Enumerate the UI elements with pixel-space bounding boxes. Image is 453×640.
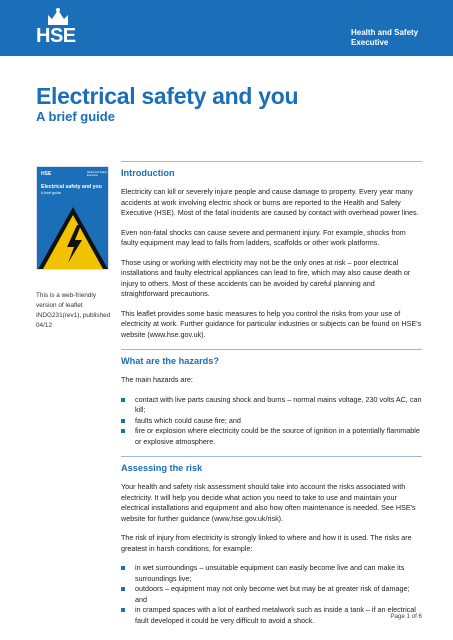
paragraph: This leaflet provides some basic measures to help you control the risks from your use of electricity at work. Further guidance for particular industries or subjects can be found on HSE's website (www.hse.gov.uk). bbox=[121, 308, 422, 339]
section-divider bbox=[121, 456, 422, 457]
paragraph: Even non-fatal shocks can cause severe and permanent injury. For example, shocks from faulty equipment may lead to falls from ladders, scaffolds or other work platforms. bbox=[121, 227, 406, 247]
paragraph: The risk of injury from electricity is strongly linked to where and how it is used. The risks are greatest in harsh conditions, for example: bbox=[121, 533, 412, 553]
electrical-warning-icon bbox=[37, 201, 109, 270]
section-divider bbox=[121, 349, 422, 350]
list-item bbox=[121, 584, 422, 605]
org-name: Health and Safety Executive bbox=[351, 28, 419, 47]
page-subtitle: A brief guide bbox=[36, 109, 115, 124]
list-item bbox=[121, 563, 422, 584]
cover-brand: HSE bbox=[41, 171, 52, 177]
cover-org: Health and Safety Executive bbox=[87, 171, 107, 177]
bullet-icon bbox=[121, 566, 125, 570]
section-heading-assessing-risk: Assessing the risk bbox=[121, 463, 203, 473]
list-item-text: contact with live parts causing shock and burns – normal mains voltage, 230 volts AC, can kill; bbox=[135, 394, 422, 414]
page-title: Electrical safety and you bbox=[36, 83, 299, 109]
side-note: This is a web-friendly version of leaflet INDG231(rev1), published 04/12 bbox=[36, 292, 111, 329]
main-content bbox=[121, 161, 422, 635]
section-heading-hazards: What are the hazards? bbox=[121, 356, 220, 366]
leaflet-cover-thumbnail bbox=[36, 166, 109, 270]
logo-text: HSE bbox=[36, 25, 76, 47]
bullet-icon bbox=[121, 419, 125, 423]
section-heading-introduction: Introduction bbox=[121, 168, 175, 178]
list-item bbox=[121, 426, 422, 447]
list-item-text: fire or explosion where electricity could be the source of ignition in a potentially flammable or explosive atmosphere. bbox=[135, 426, 420, 446]
cover-title: Electrical safety and you bbox=[41, 184, 102, 190]
list-item-text: in wet surroundings – unsuitable equipment can easily become live and can make its surroundings live; bbox=[135, 563, 405, 583]
paragraph: Electricity can kill or severely injure people and cause damage to property. Every year many accidents at work involving electric shock or burns are reported to the Health and Safety Executive (HSE). Most of the fatal incidents are caused by contact with overhead power lines. bbox=[121, 187, 419, 217]
list-item bbox=[121, 605, 422, 626]
crown-crest-icon bbox=[36, 7, 80, 27]
hse-logo bbox=[36, 7, 84, 51]
bullet-icon bbox=[121, 429, 125, 433]
bullet-icon bbox=[121, 608, 125, 612]
list-item-text: in cramped spaces with a lot of earthed metalwork such as inside a tank – if an electrical fault developed it could be very difficult to avoid a shock. bbox=[135, 605, 416, 625]
bullet-icon bbox=[121, 398, 125, 402]
risk-conditions-list bbox=[121, 563, 422, 626]
hazards-list bbox=[121, 395, 422, 448]
paragraph: Your health and safety risk assessment should take into account the risks associated with electricity. It will help you decide what action you need to take to use and maintain your electrical installations and equipment and also how often maintenance is needed. See HSE's website for further guidance (www.hse.gov.uk/risk). bbox=[121, 482, 416, 523]
header-bar bbox=[0, 0, 453, 56]
section-divider bbox=[121, 161, 422, 162]
page-number: Page 1 of 6 bbox=[390, 613, 422, 620]
list-item-text: outdoors – equipment may not only become wet but may be at greater risk of damage; and bbox=[135, 584, 410, 604]
bullet-icon bbox=[121, 587, 125, 591]
list-item bbox=[121, 416, 422, 427]
list-item bbox=[121, 395, 422, 416]
cover-subtitle: A brief guide bbox=[41, 191, 61, 195]
list-item-text: faults which could cause fire; and bbox=[135, 415, 241, 425]
paragraph: Those using or working with electricity may not be the only ones at risk – poor electrical installations and faulty electrical appliances can lead to fire, which may also cause death or injury to others. Most of these accidents can be avoided by careful planning and straightforward precautions. bbox=[121, 257, 411, 298]
paragraph: The main hazards are: bbox=[121, 375, 193, 384]
